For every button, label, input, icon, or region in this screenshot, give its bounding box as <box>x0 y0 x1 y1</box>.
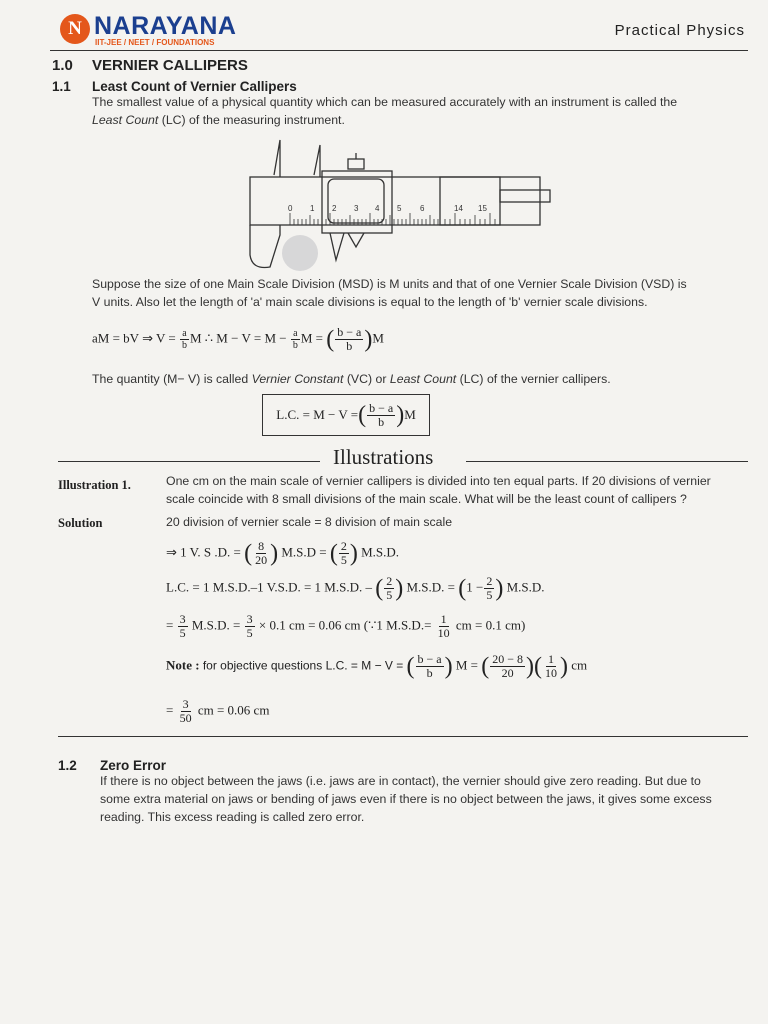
definition-line-1: The smallest value of a physical quantity which can be measured accurately with an instrument is called the <box>92 95 678 109</box>
section-1-2-number: 1.2 <box>58 758 77 773</box>
illustration-1-label: Illustration 1. <box>58 478 131 492</box>
zero-error-paragraph <box>100 772 760 826</box>
fraction-a-over-b: $\frac{a}{b}$ <box>181 328 187 351</box>
definition-rest: (LC) of the measuring instrument. <box>158 113 345 127</box>
msd-paragraph <box>92 275 752 311</box>
section-1-2-title: Zero Error <box>100 758 167 773</box>
solution-end-rule <box>58 736 748 737</box>
solution-line-6: = $\frac{3}{50}$ cm = 0.06 cm <box>166 697 270 725</box>
illustration-1-text <box>166 472 756 508</box>
scale-label-5: 5 <box>397 204 402 213</box>
depth-rod <box>500 190 550 202</box>
scale-end-section <box>440 177 500 225</box>
header-rule <box>50 50 748 51</box>
vernier-constant-term: Vernier Constant <box>251 372 344 386</box>
least-count-definition <box>92 93 752 129</box>
upper-movable-jaw <box>314 145 320 177</box>
lower-fixed-jaw <box>250 225 280 268</box>
scale-label-4: 4 <box>375 204 380 213</box>
slider-knob <box>348 233 364 247</box>
solution-line-2: ⇒ 1 V. S .D. = ( $\frac{8}{20}$ ) M.S.D = ( $\frac{2}{5}$ ) M.S.D. <box>166 539 400 567</box>
eq1-part-1: aM = bV ⇒ V = <box>92 330 176 346</box>
solution-line-4: = $\frac{3}{5}$ M.S.D. = $\frac{3}{5}$ × 0.1 cm = 0.06 cm (∵1 M.S.D.= $\frac{1}{10}$ cm = 0.1 cm) <box>166 612 526 640</box>
equation-vernier-relation: aM = bV ⇒ V = $\frac{a}{b}$ M ∴ M − V = M − $\frac{a}{b}$ M = ( $\frac{b - a}{b}$ )M <box>92 325 384 353</box>
scale-label-1: 1 <box>310 204 315 213</box>
scale-label-15: 15 <box>478 204 487 213</box>
definition-line-2 <box>92 111 752 129</box>
section-1-1-title: Least Count of Vernier Callipers <box>92 79 297 94</box>
scale-label-14: 14 <box>454 204 463 213</box>
solution-label: Solution <box>58 516 103 530</box>
scale-label-2: 2 <box>332 204 337 213</box>
vernier-constant-text: The quantity (M− V) is called Vernier Constant (VC) or Least Count (LC) of the vernier callipers. <box>92 372 611 386</box>
slider-window <box>328 179 384 223</box>
least-count-term-2: Least Count <box>389 372 457 386</box>
illustrations-rule-right <box>466 461 748 462</box>
illustration-1-line-2: scale coincide with 8 small divisions of the main scale. What will be the least count of callipers ? <box>166 492 687 506</box>
msd-line-1: Suppose the size of one Main Scale Division (MSD) is M units and that of one Vernier Scale Division (VSD) is <box>92 277 687 291</box>
section-1-0-number: 1.0 <box>52 57 73 74</box>
main-scale-bar <box>250 177 540 225</box>
vernier-callipers-diagram <box>240 135 560 275</box>
fraction-b-minus-a-over-b: $\frac{b - a}{b}$ <box>337 325 362 353</box>
subject-title: Practical Physics <box>614 22 745 39</box>
solution-line-1: 20 division of vernier scale = 8 division of main scale <box>166 515 453 529</box>
eq1-part-3: M = <box>300 330 323 346</box>
watermark-circle <box>282 235 318 271</box>
least-count-formula-box: L.C. = M − V = ( $\frac{b - a}{b}$ ) M <box>262 394 430 436</box>
msd-line-2: V units. Also let the length of 'a' main scale divisions is equal to the length of 'b' vernier scale divisions. <box>92 295 648 309</box>
eq1-part-4: M <box>372 330 384 346</box>
fraction-a-over-b-2: $\frac{a}{b}$ <box>292 328 298 351</box>
illustration-1-line-1: One cm on the main scale of vernier callipers is divided into ten equal parts. If 20 divisions of vernier <box>166 474 711 488</box>
upper-fixed-jaw <box>274 140 280 177</box>
solution-note: Note : for objective questions L.C. = M − V = ( $\frac{b - a}{b}$ ) M = ( $\frac{20 - 8}{20}$ )( $\frac{1}{10}$ ) cm <box>166 652 588 680</box>
section-1-0-title: VERNIER CALLIPERS <box>92 57 248 74</box>
logo-letter: N <box>68 18 82 39</box>
zero-error-line-1: If there is no object between the jaws (i.e. jaws are in contact), the vernier should give zero reading. But due to <box>100 774 701 788</box>
lower-movable-jaw <box>330 233 344 260</box>
least-count-term: Least Count <box>92 113 159 127</box>
lock-screw <box>348 159 364 169</box>
lc-fraction: $\frac{b - a}{b}$ <box>369 400 394 429</box>
brand-name: NARAYANA <box>94 12 237 40</box>
zero-error-line-3: reading. This excess reading is called zero error. <box>100 810 365 824</box>
illustrations-heading: Illustrations <box>333 445 434 469</box>
brand-tagline: IIT-JEE / NEET / FOUNDATIONS <box>95 38 215 47</box>
scale-label-6: 6 <box>420 204 425 213</box>
zero-error-line-2: some extra material on jaws or bending of jaws even if there is no object between the jaws, it gives some excess <box>100 792 712 806</box>
scale-label-3: 3 <box>354 204 359 213</box>
eq1-part-2: M ∴ M − V = M − <box>189 330 287 346</box>
note-label: Note : <box>166 657 200 673</box>
solution-line-3: L.C. = 1 M.S.D.–1 V.S.D. = 1 M.S.D. – ( $\frac{2}{5}$ ) M.S.D. = (1 − $\frac{2}{5}$ ) M.S.D. <box>166 574 545 602</box>
scale-label-0: 0 <box>288 204 293 213</box>
section-1-1-number: 1.1 <box>52 79 71 94</box>
illustrations-rule-left <box>58 461 320 462</box>
